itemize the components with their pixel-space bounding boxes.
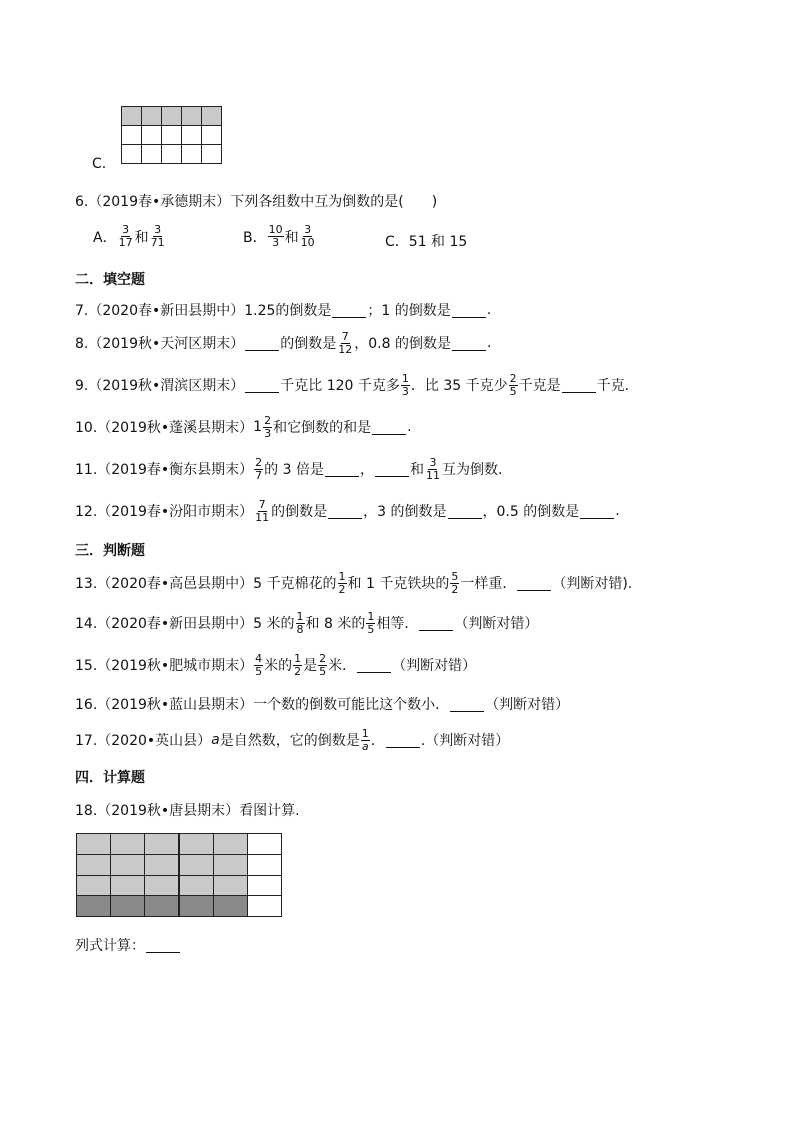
fraction bbox=[254, 499, 270, 524]
denominator: 2 bbox=[338, 582, 346, 596]
question-17 bbox=[75, 725, 509, 755]
numerator: 3 bbox=[122, 223, 130, 236]
question-text: 8.（2019秋•天河区期末） bbox=[75, 336, 245, 352]
question-text: ，0.8 的倒数是 bbox=[354, 336, 451, 352]
question-10 bbox=[75, 412, 412, 442]
question-text: 10.（2019秋•蓬溪县期末） bbox=[75, 420, 254, 436]
question-text: ，3 的倒数是 bbox=[363, 504, 447, 520]
answer-blank[interactable] bbox=[245, 336, 279, 351]
answer-line bbox=[75, 930, 181, 960]
grid-cell bbox=[201, 125, 222, 145]
numerator: 2 bbox=[264, 413, 272, 427]
fraction bbox=[509, 373, 518, 398]
numerator: 7 bbox=[341, 329, 349, 343]
question-text: ．比 35 千克少 bbox=[410, 378, 508, 394]
grid-cell bbox=[213, 895, 248, 917]
fraction bbox=[150, 224, 166, 249]
fraction bbox=[254, 457, 263, 482]
option-b-label: B． bbox=[243, 229, 267, 246]
grid-cell bbox=[179, 895, 214, 917]
question-7 bbox=[75, 295, 491, 325]
answer-blank[interactable] bbox=[386, 733, 420, 748]
fraction bbox=[254, 653, 263, 678]
denominator: 12 bbox=[338, 342, 353, 356]
grid-cell bbox=[110, 833, 145, 855]
grid-cell bbox=[179, 854, 214, 876]
numerator: 1 bbox=[401, 371, 409, 385]
question-text: （判断对错） bbox=[454, 616, 539, 632]
grid-cell bbox=[201, 144, 222, 164]
grid-cell bbox=[247, 895, 282, 917]
grid-cell bbox=[181, 125, 202, 145]
answer-blank[interactable] bbox=[419, 616, 453, 631]
numerator: 2 bbox=[509, 371, 517, 385]
denominator: 5 bbox=[319, 664, 327, 678]
answer-blank[interactable] bbox=[450, 697, 484, 712]
grid-cell bbox=[181, 144, 202, 164]
fraction bbox=[337, 331, 353, 356]
answer-blank[interactable] bbox=[562, 378, 596, 393]
answer-blank[interactable] bbox=[375, 462, 409, 477]
option-text: 和 bbox=[134, 229, 149, 246]
question-text: 的倒数是 bbox=[271, 504, 328, 520]
denominator: 3 bbox=[272, 236, 280, 249]
grid-cell bbox=[247, 875, 282, 897]
grid-cell bbox=[213, 833, 248, 855]
question-text: ， bbox=[359, 462, 374, 478]
grid-cell bbox=[144, 895, 179, 917]
question-text: 15.（2019秋•肥城市期末） bbox=[75, 658, 254, 674]
grid-cell bbox=[76, 875, 111, 897]
question-text: 一样重． bbox=[460, 576, 517, 592]
question-text: 9.（2019秋•渭滨区期末） bbox=[75, 378, 245, 394]
question-16 bbox=[75, 689, 569, 719]
question-text: ，0.5 的倒数是 bbox=[482, 504, 580, 520]
question-text: ；1 的倒数是 bbox=[367, 303, 451, 319]
numerator: 1 bbox=[294, 651, 302, 665]
grid-cell bbox=[121, 125, 142, 145]
numerator: 1 bbox=[361, 726, 369, 740]
fraction bbox=[293, 653, 302, 678]
answer-blank[interactable] bbox=[328, 504, 362, 519]
mixed-number bbox=[253, 415, 273, 440]
question-13 bbox=[75, 568, 632, 598]
question-15 bbox=[75, 650, 476, 680]
question-text: . bbox=[486, 335, 492, 351]
grid-cell bbox=[179, 875, 214, 897]
numerator: 4 bbox=[255, 651, 263, 665]
answer-blank[interactable] bbox=[452, 303, 486, 318]
question-text: 13.（2020春•高邑县期中）5 千克棉花的 bbox=[75, 576, 337, 592]
fraction bbox=[263, 415, 272, 440]
grid-cell bbox=[144, 854, 179, 876]
question-6 bbox=[75, 186, 437, 216]
question-14 bbox=[75, 608, 538, 638]
q18-grid bbox=[76, 833, 281, 916]
fraction bbox=[318, 653, 327, 678]
question-12 bbox=[75, 496, 620, 526]
option-a-label: A． bbox=[93, 229, 117, 246]
question-text: 米的 bbox=[264, 658, 293, 674]
question-text: 米． bbox=[328, 658, 357, 674]
fraction bbox=[268, 224, 284, 249]
answer-blank[interactable] bbox=[580, 504, 614, 519]
numerator: 7 bbox=[258, 497, 266, 511]
question-text: . bbox=[407, 419, 412, 435]
question-text: . bbox=[615, 503, 620, 519]
question-text: （判断对错） bbox=[485, 697, 570, 713]
question-text: ． bbox=[370, 733, 385, 749]
question-text: 的倒数是 bbox=[280, 336, 337, 352]
grid-cell bbox=[141, 106, 162, 126]
question-text: 和 8 米的 bbox=[305, 616, 366, 632]
numerator: 3 bbox=[304, 223, 312, 236]
grid-cell bbox=[76, 833, 111, 855]
denominator: 7 bbox=[255, 468, 263, 482]
question-11 bbox=[75, 454, 502, 484]
grid-cell bbox=[161, 125, 182, 145]
grid-cell bbox=[161, 106, 182, 126]
numerator: 10 bbox=[268, 223, 283, 236]
grid-cell bbox=[76, 854, 111, 876]
grid-cell bbox=[144, 875, 179, 897]
grid-cell bbox=[121, 106, 142, 126]
grid-cell bbox=[213, 854, 248, 876]
question-text: .（判断对错） bbox=[420, 733, 510, 749]
question-8 bbox=[75, 328, 491, 358]
fraction bbox=[118, 224, 134, 249]
denominator: 11 bbox=[255, 510, 270, 524]
question-text: 14.（2020春•新田县期中）5 米的 bbox=[75, 616, 295, 632]
question-text: . bbox=[486, 302, 492, 318]
denominator: 17 bbox=[118, 236, 133, 249]
answer-blank[interactable] bbox=[245, 378, 279, 393]
question-text: 是自然数，它的倒数是 bbox=[219, 733, 360, 749]
fraction bbox=[296, 611, 305, 636]
fraction bbox=[366, 611, 375, 636]
denominator: 5 bbox=[367, 622, 375, 636]
question-text: 12.（2019春•汾阳市期末） bbox=[75, 504, 254, 520]
q6-option-a[interactable] bbox=[93, 224, 167, 249]
numerator: 1 bbox=[367, 609, 375, 623]
question-text: 千克比 120 千克多 bbox=[280, 378, 400, 394]
question-text: 和它倒数的和是 bbox=[273, 420, 372, 436]
grid-cell bbox=[247, 854, 282, 876]
question-text: 17.（2020•英山县） bbox=[75, 733, 212, 749]
question-text: 互为倒数. bbox=[441, 462, 503, 478]
question-18 bbox=[75, 795, 300, 825]
grid-cell bbox=[181, 106, 202, 126]
question-6-text: 6.（2019春•承德期末）下列各组数中互为倒数的是( ) bbox=[75, 194, 438, 210]
denominator: 3 bbox=[401, 384, 409, 398]
question-text: 7.（2020春•新田县期中）1.25的倒数是 bbox=[75, 303, 332, 319]
denominator: 5 bbox=[509, 384, 517, 398]
question-text: 和 bbox=[409, 462, 424, 478]
denominator: 71 bbox=[150, 236, 165, 249]
grid-cell bbox=[141, 144, 162, 164]
question-text: 18.（2019秋•唐县期末）看图计算. bbox=[75, 803, 300, 819]
numerator: 3 bbox=[429, 455, 437, 469]
variable: a bbox=[211, 732, 220, 748]
fraction bbox=[300, 224, 316, 249]
option-text: 51 和 15 bbox=[408, 234, 468, 250]
answer-blank[interactable] bbox=[146, 938, 180, 953]
denominator: 2 bbox=[294, 664, 302, 678]
whole-part: 1 bbox=[253, 419, 263, 435]
grid-cell bbox=[161, 144, 182, 164]
question-text: 相等． bbox=[376, 616, 419, 632]
option-c-text-label: C． bbox=[385, 234, 409, 250]
grid-cell bbox=[76, 895, 111, 917]
numerator: 2 bbox=[319, 651, 327, 665]
grid-cell bbox=[144, 833, 179, 855]
denominator: 2 bbox=[451, 582, 459, 596]
section-calculation: 四．计算题 bbox=[75, 770, 145, 786]
q6-option-c[interactable] bbox=[385, 231, 467, 251]
grid-cell bbox=[179, 833, 214, 855]
q6-option-b[interactable] bbox=[243, 224, 317, 249]
denominator: 11 bbox=[425, 468, 440, 482]
denominator: a bbox=[361, 739, 369, 753]
question-text: （判断对错） bbox=[392, 658, 477, 674]
question-text: 是 bbox=[303, 658, 318, 674]
question-text: 11.（2019春•衡东县期末） bbox=[75, 462, 254, 478]
question-text: 和 1 千克铁块的 bbox=[347, 576, 450, 592]
fraction bbox=[425, 457, 441, 482]
answer-blank[interactable] bbox=[332, 303, 366, 318]
answer-blank[interactable] bbox=[452, 336, 486, 351]
option-c-grid bbox=[121, 106, 221, 163]
answer-blank[interactable] bbox=[372, 420, 406, 435]
answer-blank[interactable] bbox=[448, 504, 482, 519]
answer-blank[interactable] bbox=[325, 462, 359, 477]
question-text: 千克． bbox=[596, 378, 639, 394]
numerator: 1 bbox=[338, 569, 346, 583]
question-text: 的 3 倍是 bbox=[264, 462, 324, 478]
option-text: 和 bbox=[284, 229, 299, 246]
denominator: 10 bbox=[300, 236, 315, 249]
fraction bbox=[338, 571, 347, 596]
fraction bbox=[361, 728, 370, 753]
question-text: （判断对错). bbox=[552, 576, 633, 592]
numerator: 3 bbox=[154, 223, 162, 236]
grid-cell bbox=[247, 833, 282, 855]
question-9 bbox=[75, 370, 639, 400]
denominator: 8 bbox=[296, 622, 304, 636]
section-true-false: 三．判断题 bbox=[75, 543, 145, 559]
grid-cell bbox=[110, 895, 145, 917]
grid-cell bbox=[141, 125, 162, 145]
answer-blank[interactable] bbox=[357, 658, 391, 673]
grid-cell bbox=[121, 144, 142, 164]
fraction bbox=[450, 571, 459, 596]
question-text: 千克是 bbox=[518, 378, 561, 394]
grid-cell bbox=[213, 875, 248, 897]
answer-label: 列式计算： bbox=[75, 938, 145, 954]
numerator: 1 bbox=[296, 609, 304, 623]
grid-cell bbox=[110, 875, 145, 897]
grid-cell bbox=[110, 854, 145, 876]
fraction bbox=[401, 373, 410, 398]
grid-cell bbox=[201, 106, 222, 126]
denominator: 5 bbox=[255, 664, 263, 678]
denominator: 3 bbox=[264, 426, 272, 440]
question-text: 16.（2019秋•蓝山县期末）一个数的倒数可能比这个数小． bbox=[75, 697, 450, 713]
numerator: 2 bbox=[255, 455, 263, 469]
numerator: 5 bbox=[451, 569, 459, 583]
section-fill-in: 二．填空题 bbox=[75, 272, 145, 288]
option-c-label: C. bbox=[92, 156, 107, 172]
answer-blank[interactable] bbox=[517, 576, 551, 591]
